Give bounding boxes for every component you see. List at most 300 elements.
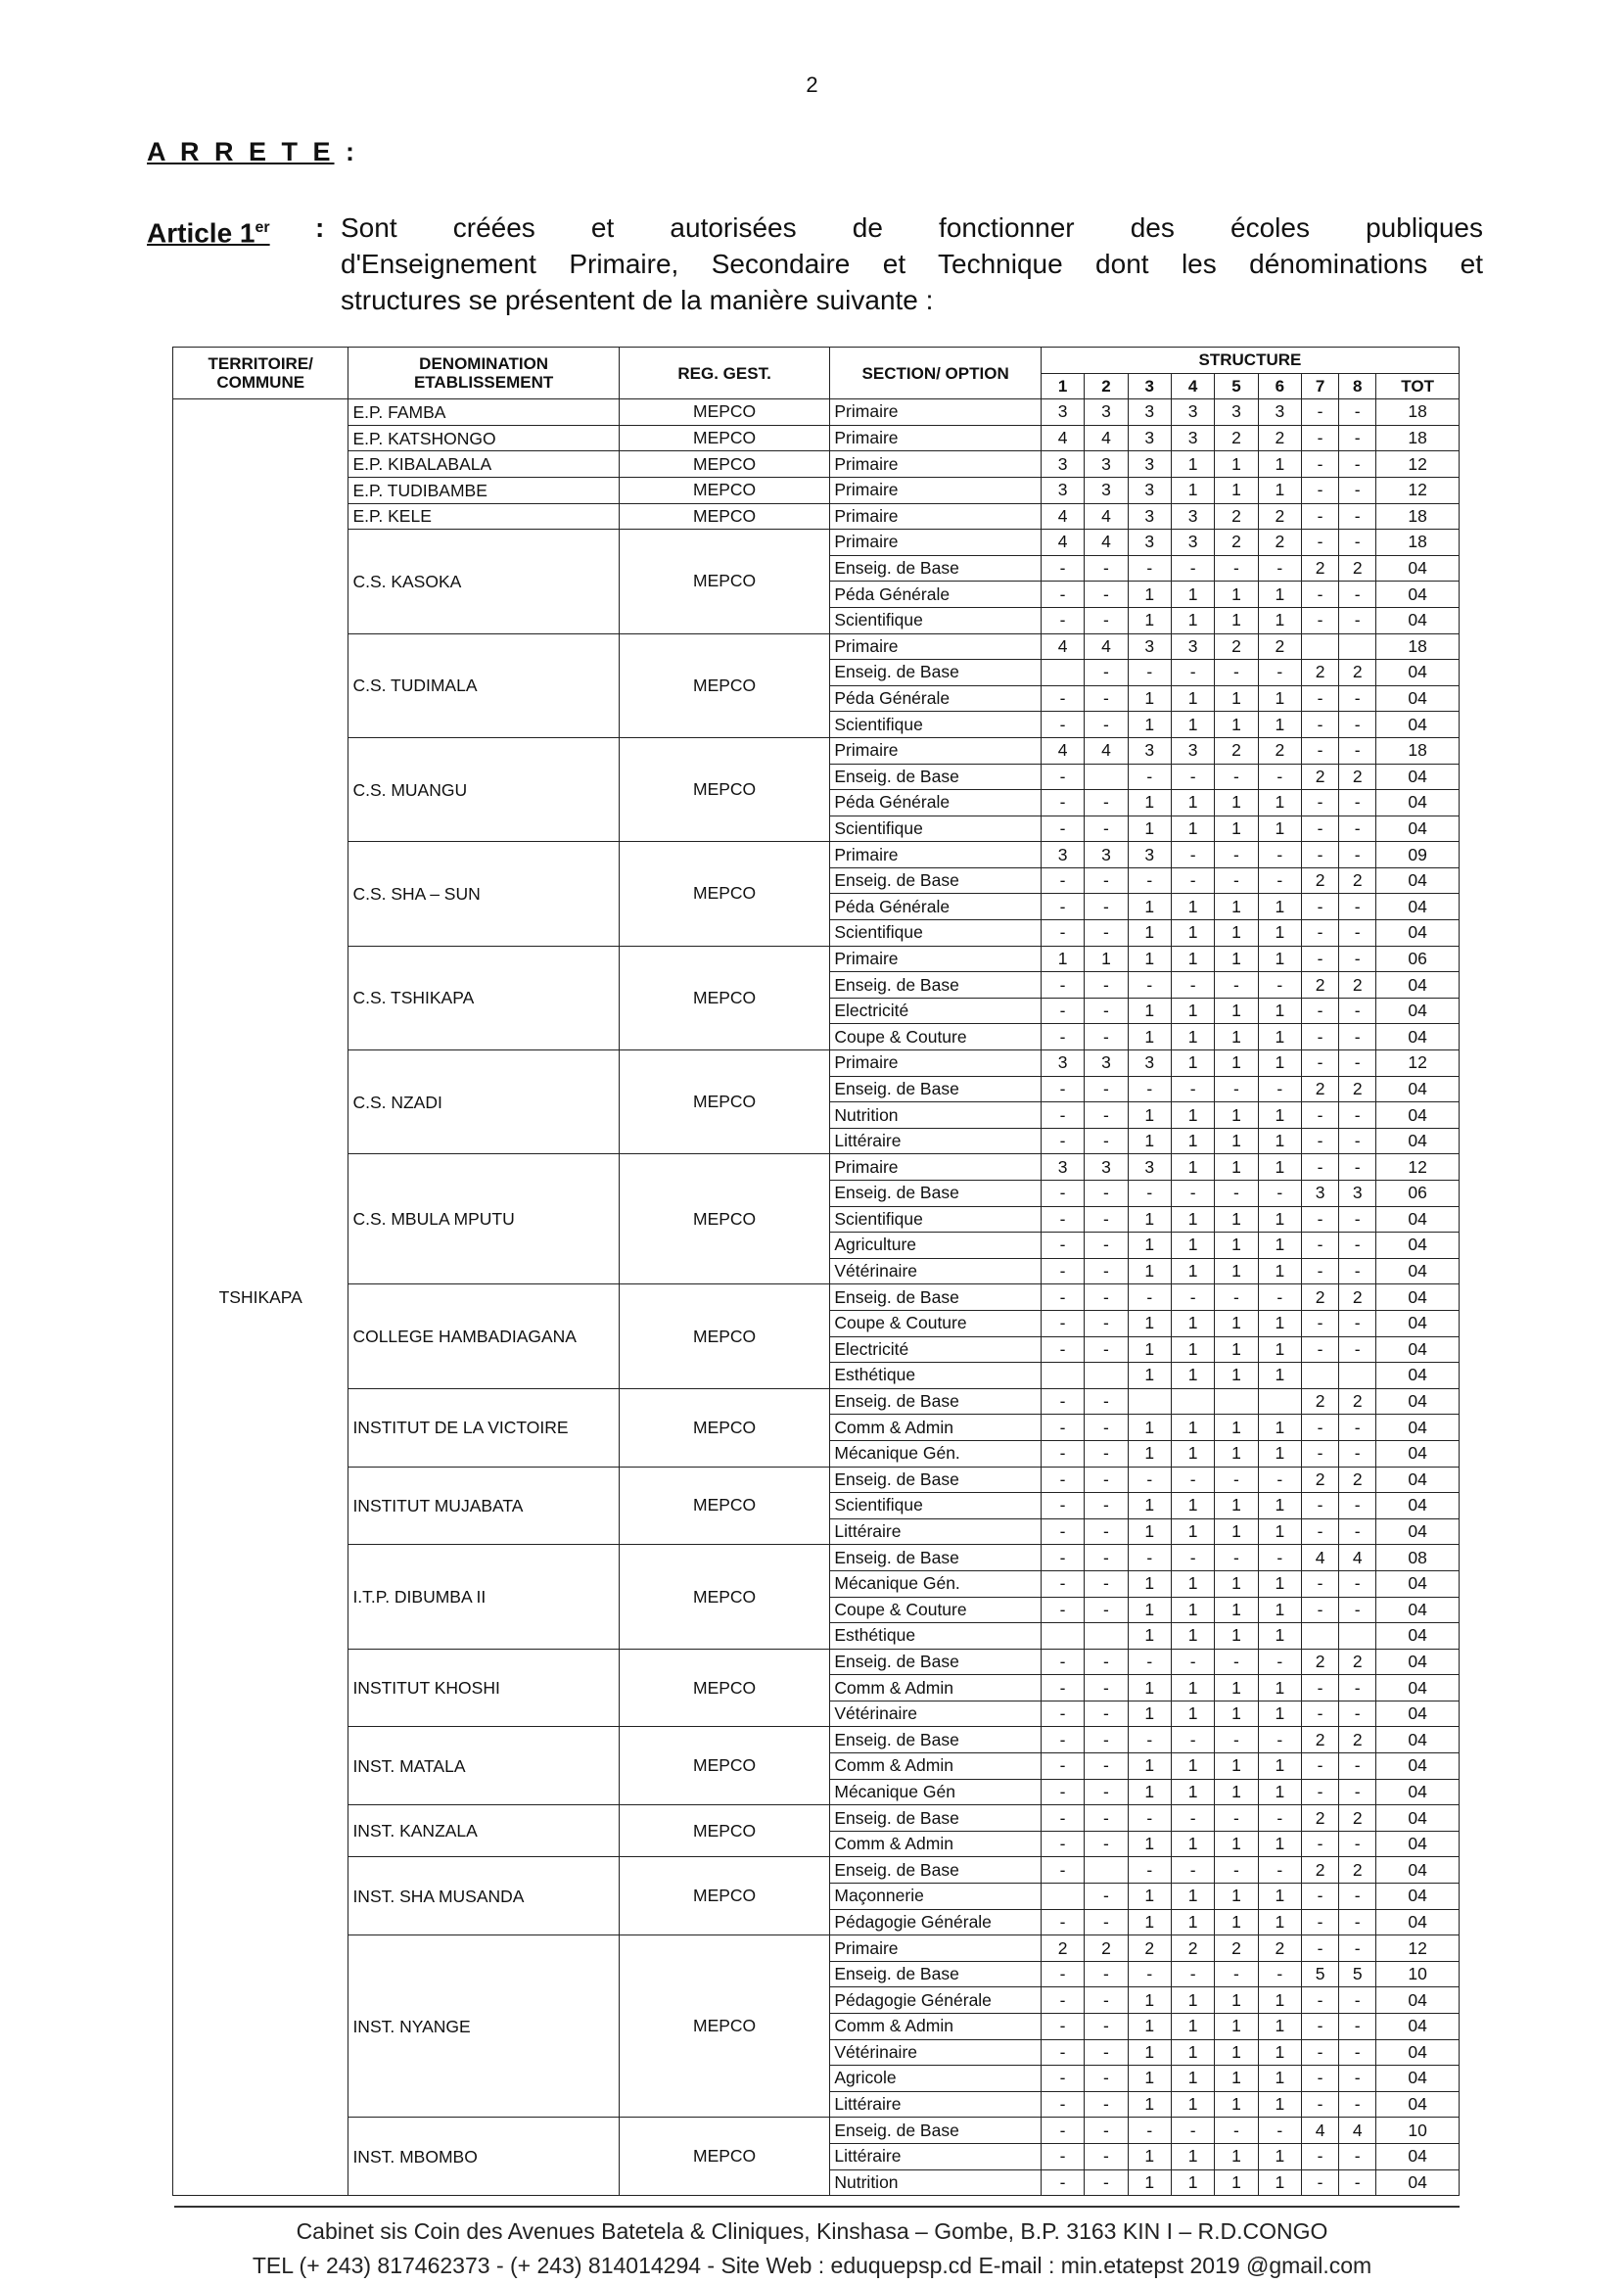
structure-value-6: 1	[1258, 2169, 1301, 2196]
table-row	[173, 1545, 1460, 1571]
school-name: I.T.P. DIBUMBA II	[348, 1545, 619, 1649]
structure-value-6: -	[1258, 764, 1301, 790]
table-row	[173, 1935, 1460, 1962]
structure-value-5: 1	[1215, 816, 1258, 842]
structure-value-3: 1	[1128, 1570, 1171, 1597]
structure-value-2: 3	[1085, 1050, 1128, 1077]
section-option: Scientifique	[830, 607, 1042, 633]
article-body	[341, 210, 1483, 318]
structure-value-7: -	[1301, 425, 1338, 451]
section-option: Pédagogie Générale	[830, 1909, 1042, 1935]
structure-value-1: -	[1041, 998, 1084, 1024]
structure-value-1: -	[1041, 920, 1084, 947]
structure-total: 04	[1376, 582, 1460, 608]
structure-value-2: 3	[1085, 399, 1128, 426]
structure-value-7: -	[1301, 2091, 1338, 2118]
section-option: Primaire	[830, 1154, 1042, 1181]
structure-value-6: 2	[1258, 425, 1301, 451]
structure-value-8: -	[1339, 1233, 1376, 1259]
reg-gest: MEPCO	[619, 842, 830, 946]
structure-value-2: -	[1085, 1518, 1128, 1545]
structure-value-2: -	[1085, 1233, 1128, 1259]
structure-value-6: 1	[1258, 998, 1301, 1024]
structure-value-3: 1	[1128, 1233, 1171, 1259]
structure-value-4: 1	[1171, 790, 1214, 816]
table-row	[173, 1388, 1460, 1415]
reg-gest: MEPCO	[619, 1284, 830, 1388]
section-option: Nutrition	[830, 1102, 1042, 1129]
structure-value-8: 2	[1339, 1467, 1376, 1493]
structure-value-3: -	[1128, 1467, 1171, 1493]
table-row	[173, 1649, 1460, 1675]
structure-value-5: 2	[1215, 1935, 1258, 1962]
footer-rule	[174, 2206, 1460, 2208]
article-line-2: d'Enseignement Primaire, Secondaire et Technique dont les dénominations et	[341, 249, 1483, 279]
structure-value-3: 1	[1128, 1779, 1171, 1805]
header-col-4: 4	[1171, 373, 1214, 399]
structure-total: 04	[1376, 1258, 1460, 1284]
structure-value-8: 2	[1339, 1857, 1376, 1884]
structure-value-5: 1	[1215, 2091, 1258, 2118]
structure-value-1: -	[1041, 1388, 1084, 1415]
structure-total: 04	[1376, 816, 1460, 842]
structure-value-2: -	[1085, 607, 1128, 633]
structure-value-1: -	[1041, 894, 1084, 920]
reg-gest: MEPCO	[619, 425, 830, 451]
structure-value-1: -	[1041, 712, 1084, 738]
structure-value-3: 1	[1128, 894, 1171, 920]
structure-value-2: -	[1085, 1675, 1128, 1701]
section-option: Enseig. de Base	[830, 1805, 1042, 1832]
structure-value-6: 1	[1258, 894, 1301, 920]
structure-value-4: 1	[1171, 685, 1214, 712]
structure-value-6: -	[1258, 660, 1301, 686]
structure-value-8: -	[1339, 2066, 1376, 2092]
structure-total: 18	[1376, 399, 1460, 426]
structure-value-7: -	[1301, 1909, 1338, 1935]
structure-value-4: 1	[1171, 712, 1214, 738]
structure-value-6: 1	[1258, 1884, 1301, 1910]
table-row	[173, 1805, 1460, 1832]
structure-value-3: -	[1128, 764, 1171, 790]
section-option: Primaire	[830, 842, 1042, 868]
structure-value-2: -	[1085, 660, 1128, 686]
structure-value-2: -	[1085, 555, 1128, 582]
structure-value-1: 1	[1041, 946, 1084, 972]
structure-value-1: -	[1041, 1675, 1084, 1701]
structure-value-3: 1	[1128, 712, 1171, 738]
header-section: SECTION/ OPTION	[830, 348, 1042, 399]
structure-total: 04	[1376, 1493, 1460, 1519]
section-option: Primaire	[830, 425, 1042, 451]
structure-value-6: 1	[1258, 1623, 1301, 1650]
structure-value-5: 1	[1215, 1024, 1258, 1050]
structure-value-4: 1	[1171, 1233, 1214, 1259]
structure-total: 04	[1376, 2014, 1460, 2040]
structure-value-2: -	[1085, 1024, 1128, 1050]
structure-value-4: 3	[1171, 399, 1214, 426]
structure-value-6: 1	[1258, 1518, 1301, 1545]
structure-value-4: 1	[1171, 920, 1214, 947]
structure-value-4: 1	[1171, 1493, 1214, 1519]
school-name: INST. MATALA	[348, 1727, 619, 1805]
reg-gest: MEPCO	[619, 1545, 830, 1649]
structure-value-7: -	[1301, 737, 1338, 764]
structure-value-8: -	[1339, 1884, 1376, 1910]
section-option: Comm & Admin	[830, 1753, 1042, 1780]
structure-value-1: -	[1041, 1909, 1084, 1935]
structure-value-2: -	[1085, 1753, 1128, 1780]
structure-value-1: -	[1041, 2091, 1084, 2118]
structure-value-1: 2	[1041, 1935, 1084, 1962]
structure-value-3: 1	[1128, 1518, 1171, 1545]
structure-value-6: -	[1258, 1076, 1301, 1102]
structure-value-5: 1	[1215, 946, 1258, 972]
structure-value-6: 1	[1258, 1493, 1301, 1519]
structure-value-1: -	[1041, 685, 1084, 712]
structure-value-3: 1	[1128, 2169, 1171, 2196]
structure-value-4: -	[1171, 1467, 1214, 1493]
structure-value-6: -	[1258, 1727, 1301, 1753]
table-row	[173, 1467, 1460, 1493]
structure-value-1: -	[1041, 816, 1084, 842]
section-option: Enseig. de Base	[830, 1388, 1042, 1415]
section-option: Scientifique	[830, 920, 1042, 947]
structure-total: 04	[1376, 1128, 1460, 1154]
structure-value-6: -	[1258, 1649, 1301, 1675]
structure-value-4: 1	[1171, 1987, 1214, 2014]
structure-value-3: 3	[1128, 530, 1171, 556]
structure-value-8: 4	[1339, 1545, 1376, 1571]
structure-value-7: 3	[1301, 1181, 1338, 1207]
structure-value-7: 2	[1301, 1076, 1338, 1102]
structure-value-8: -	[1339, 1206, 1376, 1233]
structure-value-2: -	[1085, 1701, 1128, 1727]
territoire-cell: TSHIKAPA	[173, 399, 348, 2196]
section-option: Agriculture	[830, 1233, 1042, 1259]
reg-gest: MEPCO	[619, 1050, 830, 1154]
structure-total: 04	[1376, 1570, 1460, 1597]
section-option: Enseig. de Base	[830, 660, 1042, 686]
reg-gest: MEPCO	[619, 399, 830, 426]
structure-value-2: -	[1085, 2143, 1128, 2169]
structure-value-7	[1301, 1623, 1338, 1650]
structure-value-6: 1	[1258, 1336, 1301, 1363]
structure-value-8: 2	[1339, 1076, 1376, 1102]
structure-value-2: -	[1085, 2039, 1128, 2066]
structure-total: 04	[1376, 1310, 1460, 1336]
structure-value-8: 2	[1339, 1727, 1376, 1753]
structure-value-1: -	[1041, 1284, 1084, 1311]
structure-total: 04	[1376, 867, 1460, 894]
structure-value-1: -	[1041, 2014, 1084, 2040]
structure-value-4: 1	[1171, 477, 1214, 503]
section-option: Primaire	[830, 946, 1042, 972]
section-option: Coupe & Couture	[830, 1597, 1042, 1623]
structure-value-5: 1	[1215, 1597, 1258, 1623]
structure-value-7: -	[1301, 1831, 1338, 1857]
structure-value-1: -	[1041, 1233, 1084, 1259]
structure-value-5: 1	[1215, 2014, 1258, 2040]
structure-value-8: -	[1339, 1050, 1376, 1077]
structure-value-8: -	[1339, 530, 1376, 556]
structure-value-6: 2	[1258, 1935, 1301, 1962]
structure-value-2: -	[1085, 1909, 1128, 1935]
structure-value-3: -	[1128, 660, 1171, 686]
structure-value-4: 3	[1171, 503, 1214, 530]
structure-total: 04	[1376, 1649, 1460, 1675]
structure-value-7: -	[1301, 998, 1338, 1024]
structure-value-8: -	[1339, 1935, 1376, 1962]
structure-value-1: -	[1041, 1518, 1084, 1545]
structure-value-3: 1	[1128, 1024, 1171, 1050]
structure-value-1	[1041, 1623, 1084, 1650]
structure-value-1: -	[1041, 1779, 1084, 1805]
structure-value-1: -	[1041, 1467, 1084, 1493]
structure-value-2: 4	[1085, 530, 1128, 556]
structure-value-2: 4	[1085, 633, 1128, 660]
structure-value-5: 1	[1215, 1415, 1258, 1441]
structure-value-7: 2	[1301, 1805, 1338, 1832]
structure-value-1: 3	[1041, 451, 1084, 478]
structure-total: 04	[1376, 712, 1460, 738]
structure-value-3: 1	[1128, 1440, 1171, 1467]
structure-value-6: 1	[1258, 1987, 1301, 2014]
structure-value-8: -	[1339, 2091, 1376, 2118]
structure-value-6: 1	[1258, 1102, 1301, 1129]
structure-value-4: 1	[1171, 2169, 1214, 2196]
structure-value-6: 1	[1258, 685, 1301, 712]
structure-value-2: -	[1085, 1258, 1128, 1284]
structure-value-6: 1	[1258, 1363, 1301, 1389]
structure-value-4: 1	[1171, 1128, 1214, 1154]
structure-total: 04	[1376, 894, 1460, 920]
structure-value-5: 1	[1215, 712, 1258, 738]
section-option: Nutrition	[830, 2169, 1042, 2196]
structure-value-1	[1041, 1363, 1084, 1389]
structure-value-5: 1	[1215, 607, 1258, 633]
structure-value-5: 1	[1215, 2039, 1258, 2066]
section-option: Scientifique	[830, 816, 1042, 842]
header-col-3: 3	[1128, 373, 1171, 399]
structure-value-7: -	[1301, 894, 1338, 920]
structure-value-5: 1	[1215, 1779, 1258, 1805]
structure-value-8: -	[1339, 1570, 1376, 1597]
structure-value-7: 2	[1301, 1727, 1338, 1753]
structure-value-4: 1	[1171, 1415, 1214, 1441]
section-option: Comm & Admin	[830, 2014, 1042, 2040]
structure-value-4: 1	[1171, 451, 1214, 478]
structure-total: 18	[1376, 633, 1460, 660]
structure-value-1: -	[1041, 1545, 1084, 1571]
structure-value-7: -	[1301, 582, 1338, 608]
structure-value-5: -	[1215, 1649, 1258, 1675]
structure-value-5: 1	[1215, 1623, 1258, 1650]
structure-total: 04	[1376, 1102, 1460, 1129]
school-name: INST. NYANGE	[348, 1935, 619, 2118]
structure-total: 06	[1376, 1181, 1460, 1207]
structure-value-2: 3	[1085, 451, 1128, 478]
structure-total: 04	[1376, 790, 1460, 816]
structure-value-5: 1	[1215, 790, 1258, 816]
structure-value-4: -	[1171, 867, 1214, 894]
section-option: Scientifique	[830, 1206, 1042, 1233]
table-row	[173, 633, 1460, 660]
structure-value-7: 2	[1301, 1284, 1338, 1311]
structure-value-1: -	[1041, 1857, 1084, 1884]
structure-value-7	[1301, 633, 1338, 660]
reg-gest: MEPCO	[619, 477, 830, 503]
structure-total: 04	[1376, 2169, 1460, 2196]
structure-value-3: -	[1128, 1649, 1171, 1675]
structure-value-3: 1	[1128, 1310, 1171, 1336]
structure-value-3: 3	[1128, 503, 1171, 530]
structure-total: 04	[1376, 1831, 1460, 1857]
structure-value-5: 3	[1215, 399, 1258, 426]
section-option: Enseig. de Base	[830, 1076, 1042, 1102]
structure-total: 04	[1376, 1805, 1460, 1832]
structure-value-2: -	[1085, 1128, 1128, 1154]
table-row	[173, 946, 1460, 972]
structure-total: 04	[1376, 1857, 1460, 1884]
structure-value-1: -	[1041, 1128, 1084, 1154]
school-name: C.S. TSHIKAPA	[348, 946, 619, 1049]
structure-value-3: 1	[1128, 816, 1171, 842]
structure-value-1: 3	[1041, 1154, 1084, 1181]
structure-value-3	[1128, 1388, 1171, 1415]
structure-value-8: 2	[1339, 764, 1376, 790]
structure-value-2: -	[1085, 1440, 1128, 1467]
structure-value-2: -	[1085, 998, 1128, 1024]
structure-value-8: -	[1339, 477, 1376, 503]
structure-value-4: 1	[1171, 816, 1214, 842]
structure-value-3: 1	[1128, 946, 1171, 972]
section-option: Primaire	[830, 1050, 1042, 1077]
structure-value-8: -	[1339, 399, 1376, 426]
structure-value-6: 1	[1258, 2039, 1301, 2066]
structure-value-4: 1	[1171, 607, 1214, 633]
section-option: Comm & Admin	[830, 1831, 1042, 1857]
structure-value-4: 1	[1171, 1206, 1214, 1233]
section-option: Littéraire	[830, 1128, 1042, 1154]
school-name: C.S. MUANGU	[348, 737, 619, 841]
structure-value-4: 1	[1171, 1701, 1214, 1727]
structure-value-4: 1	[1171, 2014, 1214, 2040]
structure-value-8: 2	[1339, 972, 1376, 999]
structure-value-3: 3	[1128, 1154, 1171, 1181]
section-option: Mécanique Gén	[830, 1779, 1042, 1805]
structure-value-7: -	[1301, 1779, 1338, 1805]
structure-value-2: -	[1085, 1181, 1128, 1207]
structure-value-2: 3	[1085, 477, 1128, 503]
structure-value-8: -	[1339, 894, 1376, 920]
structure-value-4: 1	[1171, 1570, 1214, 1597]
structure-value-5: 1	[1215, 1258, 1258, 1284]
structure-value-4: 1	[1171, 1909, 1214, 1935]
structure-total: 04	[1376, 1779, 1460, 1805]
structure-value-7: -	[1301, 477, 1338, 503]
section-option: Scientifique	[830, 712, 1042, 738]
structure-value-6: -	[1258, 1857, 1301, 1884]
structure-value-2: -	[1085, 790, 1128, 816]
structure-value-3: 1	[1128, 790, 1171, 816]
structure-value-8: 2	[1339, 660, 1376, 686]
structure-value-5: -	[1215, 1545, 1258, 1571]
structure-value-2	[1085, 1857, 1128, 1884]
school-name: C.S. MBULA MPUTU	[348, 1154, 619, 1284]
table-row	[173, 1050, 1460, 1077]
structure-value-6: 1	[1258, 1024, 1301, 1050]
structure-total: 04	[1376, 2066, 1460, 2092]
reg-gest: MEPCO	[619, 503, 830, 530]
structure-value-7: -	[1301, 503, 1338, 530]
structure-value-8: 4	[1339, 2118, 1376, 2144]
structure-value-8: -	[1339, 920, 1376, 947]
structure-value-6: 1	[1258, 477, 1301, 503]
structure-value-4: -	[1171, 2118, 1214, 2144]
section-option: Enseig. de Base	[830, 1857, 1042, 1884]
structure-total: 04	[1376, 1753, 1460, 1780]
section-option: Littéraire	[830, 2091, 1042, 2118]
structure-value-3: 1	[1128, 1597, 1171, 1623]
table-row	[173, 1284, 1460, 1311]
structure-value-1: -	[1041, 607, 1084, 633]
structure-value-3: 1	[1128, 1363, 1171, 1389]
structure-value-5: 1	[1215, 1753, 1258, 1780]
section-option: Enseig. de Base	[830, 1649, 1042, 1675]
structure-value-3: 1	[1128, 1831, 1171, 1857]
structure-value-8: -	[1339, 1415, 1376, 1441]
structure-value-6: 1	[1258, 582, 1301, 608]
structure-value-7: -	[1301, 451, 1338, 478]
structure-value-5: 1	[1215, 920, 1258, 947]
structure-value-5: 1	[1215, 1701, 1258, 1727]
reg-gest: MEPCO	[619, 1727, 830, 1805]
structure-total: 04	[1376, 1076, 1460, 1102]
section-option: Enseig. de Base	[830, 867, 1042, 894]
structure-value-1: -	[1041, 1701, 1084, 1727]
structure-value-7: -	[1301, 1935, 1338, 1962]
structure-value-1: -	[1041, 972, 1084, 999]
structure-value-1: -	[1041, 764, 1084, 790]
structure-value-5: 1	[1215, 1363, 1258, 1389]
structure-value-8: -	[1339, 1675, 1376, 1701]
structure-value-1: -	[1041, 2039, 1084, 2066]
school-name: INSTITUT KHOSHI	[348, 1649, 619, 1727]
structure-value-1: -	[1041, 582, 1084, 608]
structure-value-7: 2	[1301, 1649, 1338, 1675]
structure-value-4: 1	[1171, 1336, 1214, 1363]
structure-value-4: 2	[1171, 1935, 1214, 1962]
structure-value-8: -	[1339, 1102, 1376, 1129]
structure-value-7: -	[1301, 1102, 1338, 1129]
section-option: Electricité	[830, 998, 1042, 1024]
structure-value-7: -	[1301, 920, 1338, 947]
structure-total: 09	[1376, 842, 1460, 868]
structure-total: 04	[1376, 1467, 1460, 1493]
reg-gest: MEPCO	[619, 451, 830, 478]
structure-value-2: 3	[1085, 1154, 1128, 1181]
table-row	[173, 425, 1460, 451]
section-option: Comm & Admin	[830, 1675, 1042, 1701]
structure-value-3: 1	[1128, 1415, 1171, 1441]
table-row	[173, 477, 1460, 503]
decree-heading-colon: :	[346, 137, 359, 166]
section-option: Littéraire	[830, 2143, 1042, 2169]
structure-total: 04	[1376, 1336, 1460, 1363]
structure-value-1: -	[1041, 1727, 1084, 1753]
structure-value-4: -	[1171, 1805, 1214, 1832]
